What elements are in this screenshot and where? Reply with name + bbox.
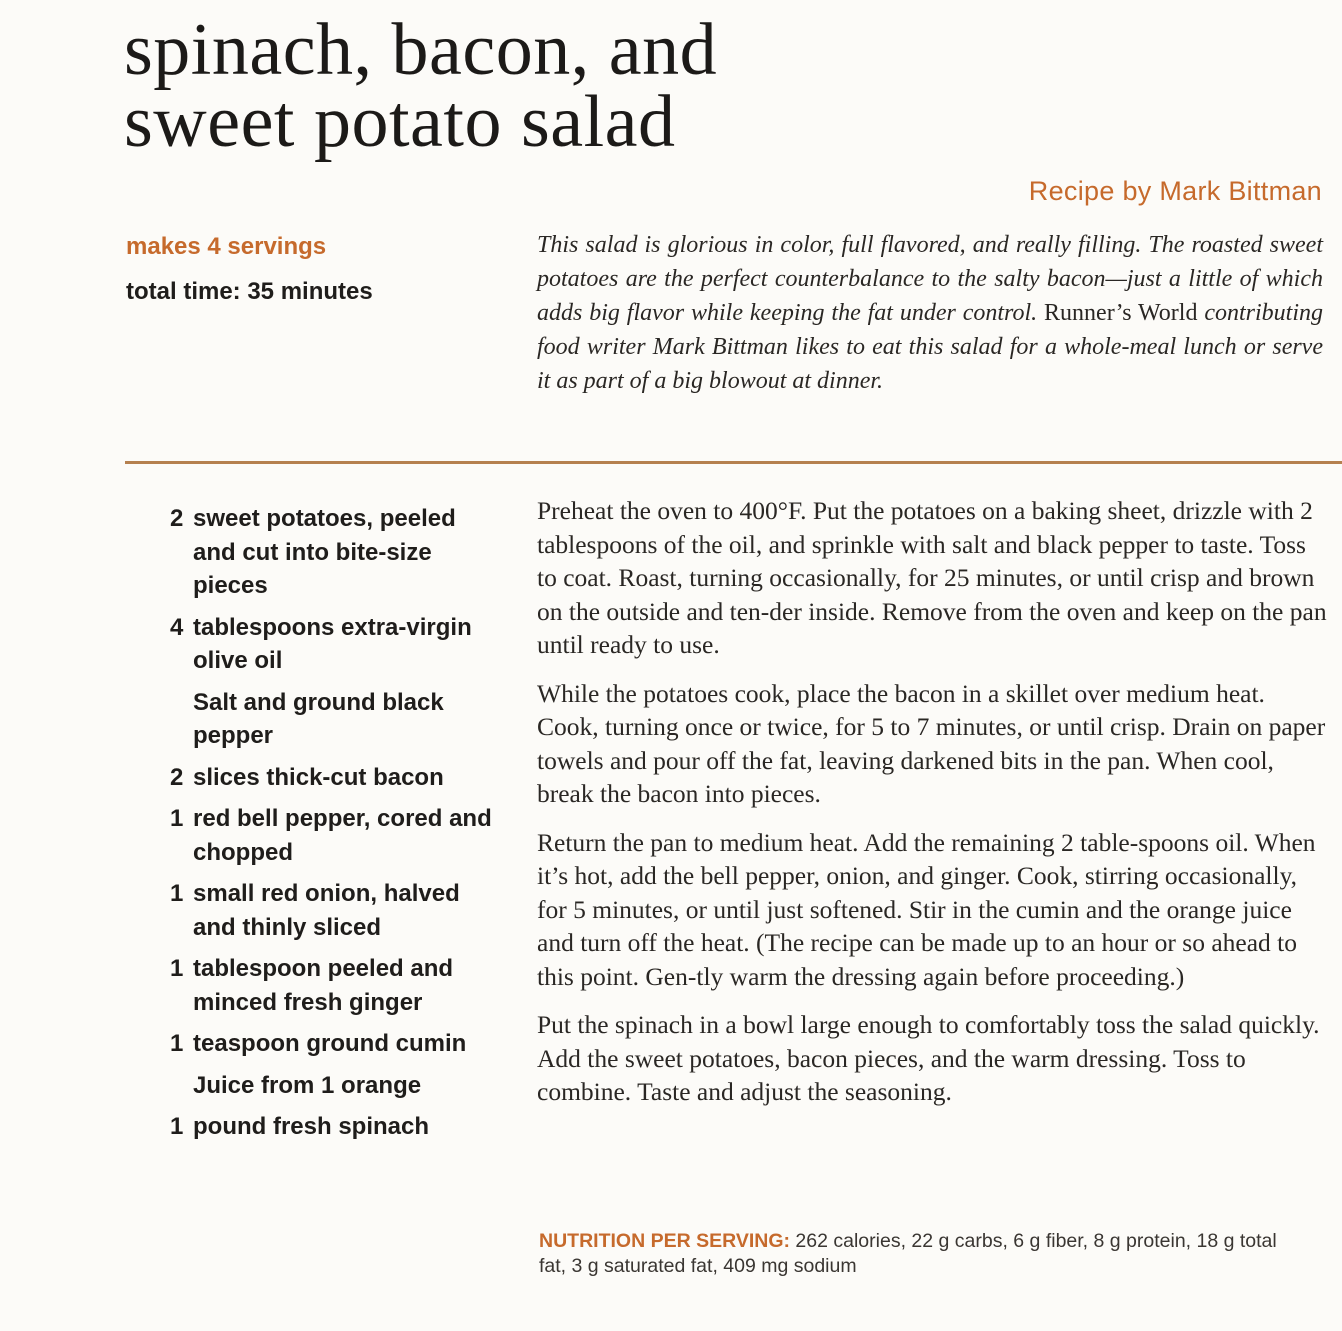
method-step-2: While the potatoes cook, place the bacon in a skillet over medium heat. Cook, turning once or twice, for 5 to 7 minutes, or until crisp. Drain on paper towels and pour off the fat, leaving darkened bits in the pan. When cool, break the bacon into pieces. — [537, 678, 1326, 808]
servings-label: makes 4 servings — [126, 233, 327, 260]
ingredient-item — [170, 761, 500, 795]
ingredient-qty: 1 — [170, 1030, 184, 1057]
ingredient-item — [170, 1027, 500, 1061]
ingredient-item — [170, 877, 500, 944]
ingredient-text: tablespoon peeled and minced fresh ginger — [193, 955, 454, 1016]
total-time-label: total time: 35 minutes — [126, 278, 373, 305]
ingredient-item — [170, 1110, 500, 1144]
section-divider — [125, 461, 1342, 464]
ingredient-qty: 2 — [170, 763, 184, 791]
ingredient-item — [170, 802, 500, 869]
intro-text-2: contributing food writer Mark Bittman likes to eat this salad for a whole-meal lunch or serve it as part of a big blowout at dinner. — [537, 300, 1324, 394]
ingredient-text: Juice from 1 orange — [193, 1071, 422, 1099]
method-step-3: Return the pan to medium heat. Add the remaining 2 table-spoons oil. When it’s hot, add the bell pepper, onion, and ginger. Cook, stirring occasionally, for 5 minutes, or until just softened. Stir in the cumin and the orange juice and turn off the heat. (The recipe can be made up to an hour or so ahead to this point. Gen-tly warm the dressing again before proceeding.) — [537, 827, 1316, 991]
ingredient-qty: 2 — [170, 505, 184, 532]
intro-text-1: This salad is glorious in color, full flavored, and really filling. The roasted sweet potatoes are the perfect counterbalance to the salty bacon—just a little of which adds big flavor while keeping the fat under control. — [537, 232, 1323, 326]
method-steps — [537, 494, 1327, 1124]
ingredient-text: Salt and ground black pepper — [193, 688, 444, 749]
ingredient-text: small red onion, halved and thinly sliced — [193, 880, 460, 941]
nutrition-label: NUTRITION PER SERVING: — [539, 1230, 790, 1252]
recipe-intro — [537, 228, 1323, 398]
ingredient-item — [170, 952, 500, 1019]
ingredient-text: red bell pepper, cored and chopped — [193, 805, 492, 866]
recipe-title — [124, 9, 884, 163]
ingredient-item — [170, 686, 500, 753]
ingredient-text: pound fresh spinach — [193, 1113, 430, 1140]
intro-publication: Runner’s World — [1044, 300, 1198, 326]
nutrition-text: 262 calories, 22 g carbs, 6 g fiber, 8 g protein, 18 g total fat, 3 g saturated fat, 409 mg sodium — [539, 1230, 1277, 1277]
ingredient-text: teaspoon ground cumin — [193, 1030, 467, 1057]
ingredient-text: sweet potatoes, peeled and cut into bite-size pieces — [193, 505, 456, 599]
recipe-title-line-2: sweet potato salad — [124, 81, 676, 163]
nutrition-info — [539, 1229, 1299, 1279]
ingredient-qty: 1 — [170, 880, 184, 907]
ingredient-text: tablespoons extra-virgin olive oil — [193, 613, 472, 674]
ingredient-item — [170, 611, 500, 678]
ingredient-qty: 4 — [170, 613, 184, 641]
method-step-1: Preheat the oven to 400°F. Put the potatoes on a baking sheet, drizzle with 2 tablespoons of the oil, and sprinkle with salt and black pepper to taste. Toss to coat. Roast, turning occasionally, for 25 minutes, or until crisp and brown on the outside and ten-der inside. Remove from the oven and keep on the pan until ready to use. — [537, 496, 1327, 659]
ingredient-qty: 1 — [170, 1113, 184, 1140]
ingredient-item — [170, 1069, 500, 1103]
recipe-title-line-1: spinach, bacon, and — [124, 9, 718, 91]
method-step-4: Put the spinach in a bowl large enough to comfortably toss the salad quickly. Add the sweet potatoes, bacon pieces, and the warm dressing. Toss to combine. Taste and adjust the seasoning. — [537, 1010, 1320, 1106]
ingredient-qty: 1 — [170, 805, 184, 832]
ingredient-item — [170, 502, 500, 603]
ingredient-list — [170, 502, 500, 1152]
ingredient-text: slices thick-cut bacon — [193, 763, 444, 791]
ingredient-qty: 1 — [170, 955, 184, 982]
recipe-byline: Recipe by Mark Bittman — [1028, 176, 1322, 206]
